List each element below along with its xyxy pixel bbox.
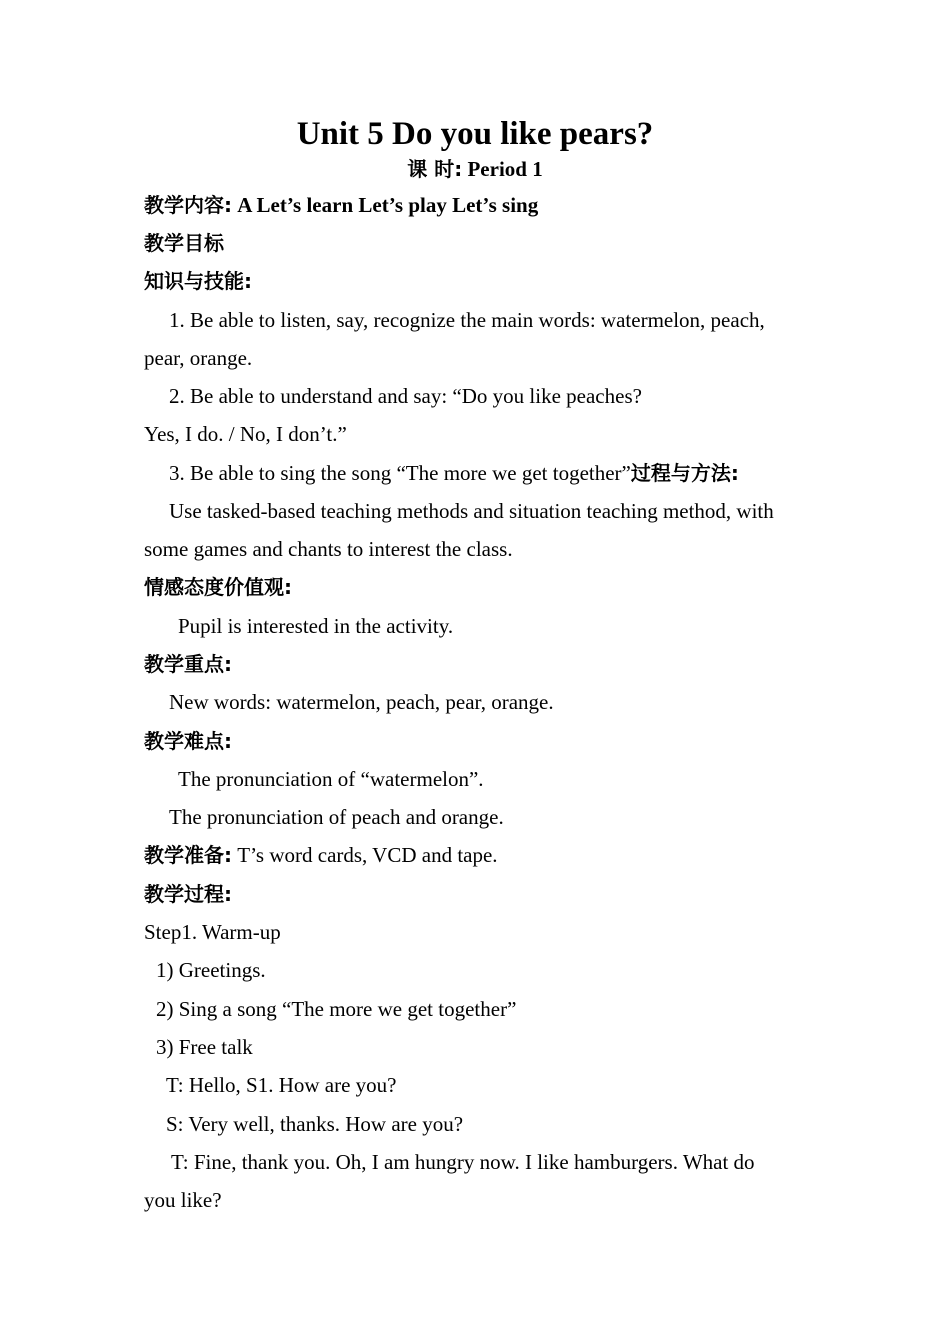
objectives-heading: 教学目标 (144, 231, 224, 255)
step1-item-1: 1) Greetings. (156, 958, 266, 982)
preparation-label: 教学准备: (144, 843, 232, 867)
knowledge-item-3-text: 3. Be able to sing the song “The more we get together” (169, 461, 631, 485)
content-label: 教学内容: (144, 193, 232, 217)
preparation-line (144, 840, 498, 870)
period-label: 课 时: (407, 157, 463, 181)
knowledge-item-2-line-1: 2. Be able to understand and say: “Do you like peaches? (169, 384, 642, 408)
period-value: Period 1 (462, 157, 543, 181)
dialog-line-1: T: Hello, S1. How are you? (166, 1073, 397, 1097)
knowledge-item-2-line-2: Yes, I do. / No, I don’t.” (144, 422, 347, 446)
knowledge-item-3 (169, 458, 739, 488)
process-line-1: Use tasked-based teaching methods and situation teaching method, with (169, 499, 774, 523)
preparation-value: T’s word cards, VCD and tape. (232, 843, 498, 867)
content-line (144, 190, 538, 220)
difficult-item-2: The pronunciation of peach and orange. (169, 805, 504, 829)
difficult-heading: 教学难点: (144, 729, 232, 753)
process-line-2: some games and chants to interest the class. (144, 537, 513, 561)
step1-item-2: 2) Sing a song “The more we get together” (156, 997, 517, 1021)
procedure-heading: 教学过程: (144, 882, 232, 906)
period-line (0, 154, 950, 184)
document-title: Unit 5 Do you like pears? (296, 116, 654, 152)
knowledge-item-1-line-2: pear, orange. (144, 346, 253, 370)
key-points-heading: 教学重点: (144, 652, 232, 676)
step1-item-3: 3) Free talk (156, 1035, 253, 1059)
knowledge-item-1-line-1: 1. Be able to listen, say, recognize the main words: watermelon, peach, (169, 308, 765, 332)
process-heading: 过程与方法: (630, 461, 739, 485)
dialog-line-3: T: Fine, thank you. Oh, I am hungry now. I like hamburgers. What do (171, 1150, 755, 1174)
content-value: A Let’s learn Let’s play Let’s sing (232, 193, 539, 217)
key-points-text: New words: watermelon, peach, pear, orange. (169, 690, 554, 714)
difficult-item-1: The pronunciation of “watermelon”. (178, 767, 484, 791)
attitude-text: Pupil is interested in the activity. (178, 614, 454, 638)
knowledge-heading: 知识与技能: (144, 269, 252, 293)
attitude-heading: 情感态度价值观: (144, 575, 292, 599)
dialog-line-3-cont: you like? (144, 1188, 222, 1212)
step1-heading: Step1. Warm-up (144, 920, 281, 944)
dialog-line-2: S: Very well, thanks. How are you? (166, 1112, 464, 1136)
